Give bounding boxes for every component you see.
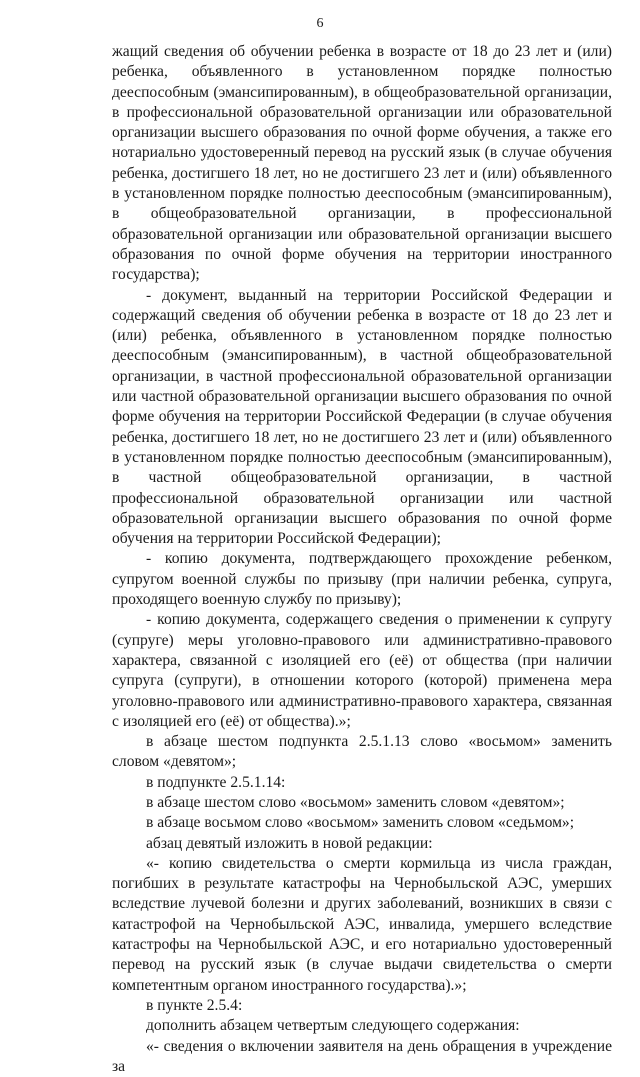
paragraph: «- копию свидетельства о смерти кормильца из числа граждан, погибших в результате катастрофы на Чернобыльской АЭС, умерших вследствие лучевой болезни и других заболеваний, возникших в связи с катастрофой на Чернобыльской АЭС, инвалида, умершего вследствие катастрофы на Чернобыльской АЭС, и его нотариально удостоверенный перевод на русский язык (в случае выдачи свидетельства о смерти компетентным органом иностранного государства).»; [112,854,612,994]
paragraph: жащий сведения об обучении ребенка в возрасте от 18 до 23 лет и (или) ребенка, объявленного в установленном порядке полностью дееспособным (эмансипированным), в общеобразовательной организации, в профессиональной образовательной организации или образовательной организации высшего образования по очной форме обучения, а также его нотариально удостоверенный перевод на русский язык (в случае обучения ребенка, достигшего 18 лет, но не достигшего 23 лет и (или) объявленного в установленном порядке полностью дееспособным (эмансипированным), в общеобразовательной организации, в профессиональной образовательной организации или образовательной организации высшего образования по очной форме обучения на территории иностранного государства); [112,43,612,284]
paragraph: в абзаце восьмом слово «восьмом» заменить словом «седьмом»; [146,814,575,832]
paragraph: дополнить абзацем четвертым следующего содержания: [146,1017,520,1035]
page-number: 6 [316,16,324,31]
paragraph: в абзаце шестом слово «восьмом» заменить словом «девятом»; [146,793,565,811]
paragraph: «- сведения о включении заявителя на день обращения в учреждение за [112,1037,612,1075]
paragraph: - копию документа, подтверждающего прохождение ребенком, супругом военной службы по призыву (при наличии ребенка, супруга, проходящего военную службу по призыву); [112,550,612,609]
paragraph: в пункте 2.5.4: [146,996,243,1014]
paragraph: - документ, выданный на территории Российской Федерации и содержащий сведения об обучении ребенка в возрасте от 18 до 23 лет и (или) ребенка, объявленного в установленном порядке полностью дееспособным (эмансипированным), в частной общеобразовательной организации, в частной профессиональной образовательной организации или частной образовательной организации высшего образования по очной форме обучения на территории Российской Федерации (в случае обучения ребенка, достигшего 18 лет, но не достигшего 23 лет и (или) объявленного в установленном порядке полностью дееспособным (эмансипированным), в частной общеобразовательной организации, в частной профессиональной образовательной организации или частной образовательной организации высшего образования по очной форме обучения на территории Российской Федерации); [112,286,612,548]
paragraph: в абзаце шестом подпункта 2.5.1.13 слово «восьмом» заменить словом «девятом»; [112,733,612,771]
paragraph: в подпункте 2.5.1.14: [146,773,286,791]
paragraph: абзац девятый изложить в новой редакции: [146,834,433,852]
paragraph: - копию документа, содержащего сведения о применении к супругу (супруге) меры уголовно-правового или административно-правового характера, связанной с изоляцией его (её) от общества (при наличии супруга (супруги), в отношении которого (которой) применена мера уголовно-правового или административно-правового характера, связанная с изоляцией его (её) от общества).»; [112,611,612,730]
document-body [112,42,612,1077]
